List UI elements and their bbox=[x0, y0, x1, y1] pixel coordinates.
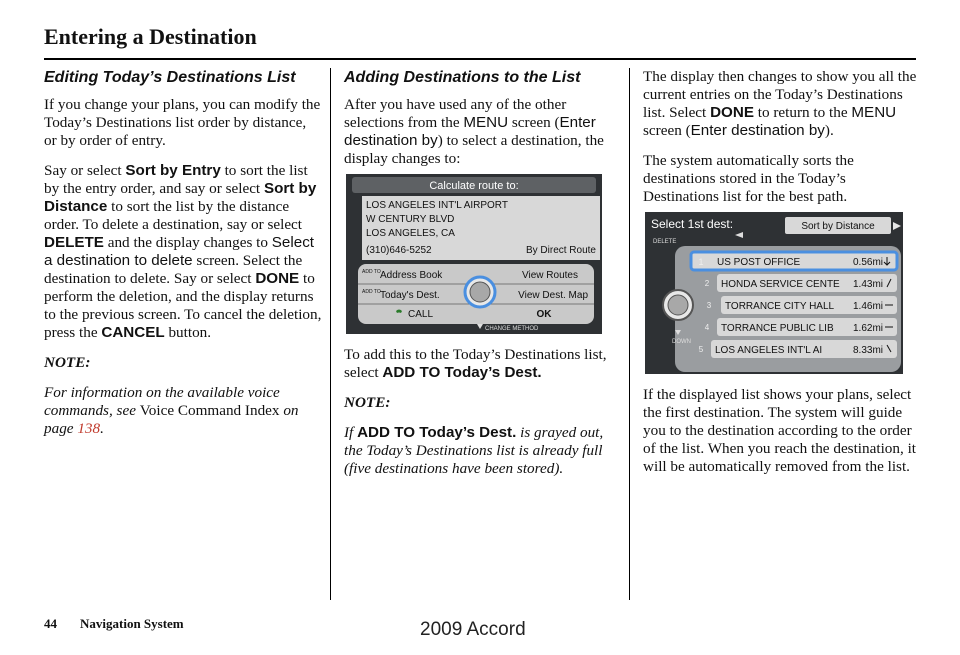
address-line: W CENTURY BLVD bbox=[366, 214, 455, 225]
keyword: Select a destination to delete bbox=[44, 234, 315, 269]
view-routes-button[interactable] bbox=[522, 270, 578, 281]
row-name: LOS ANGELES INT'L AI bbox=[715, 345, 823, 356]
keyword: ADD TO Today’s Dest. bbox=[357, 424, 517, 441]
button-label: Today's Dest. bbox=[380, 290, 440, 301]
view-dest-map-button[interactable] bbox=[518, 290, 588, 301]
paragraph: To add this to the Today’s Destinations list, select ADD TO Today’s Dest. bbox=[344, 346, 607, 381]
joystick-icon bbox=[465, 277, 495, 307]
list-row[interactable] bbox=[705, 274, 897, 292]
row-distance: 1.62mi bbox=[852, 323, 883, 334]
row-number: 1 bbox=[698, 257, 704, 267]
column-divider bbox=[629, 68, 630, 600]
note-text: If ADD TO Today’s Dest. is grayed out, the Today’s Destinations list is already full (five destinations have been stored). bbox=[344, 424, 604, 477]
row-name: US POST OFFICE bbox=[717, 257, 801, 268]
note-label: NOTE: bbox=[44, 354, 91, 371]
button-label: Address Book bbox=[380, 270, 443, 281]
joystick-icon bbox=[663, 290, 693, 320]
keyword: Sort by Entry bbox=[125, 162, 221, 179]
row-distance: 0.56mi bbox=[852, 257, 883, 268]
row-number: 2 bbox=[704, 279, 710, 288]
phone-number: (310)646-5252 bbox=[366, 245, 432, 256]
section-heading: Editing Today’s Destinations List bbox=[44, 69, 296, 86]
row-name: TORRANCE CITY HALL bbox=[725, 301, 835, 312]
note-label: NOTE: bbox=[344, 394, 391, 411]
paragraph: Say or select Sort by Entry to sort the list by the entry order, and say or select Sort by Distance to sort the list by the distance order. To delete a destination, say or select DELETE and the display changes to Select a destination to delete screen. Select the destination to delete. Say or select DONE to perform the deletion, and the display returns to the previous screen. To cancel the deletion, press the CANCEL button. bbox=[44, 162, 322, 341]
button-label: CALL bbox=[408, 309, 434, 320]
keyword: MENU bbox=[851, 104, 897, 121]
section-heading: Adding Destinations to the List bbox=[344, 69, 581, 86]
change-method-label: CHANGE METHOD bbox=[485, 326, 539, 332]
row-distance: 1.43mi bbox=[852, 279, 883, 290]
address-line: LOS ANGELES, CA bbox=[366, 228, 455, 239]
paragraph: If you change your plans, you can modify the Today’s Destinations list order by distance, or by order of entry. bbox=[44, 96, 321, 149]
column-1 bbox=[44, 68, 322, 450]
paragraph: The display then changes to show you all the current entries on the Today’s Destinations list. Select DONE to return to the MENU screen (Enter destination by). bbox=[643, 68, 917, 139]
address-line: LOS ANGELES INT'L AIRPORT bbox=[366, 200, 508, 211]
row-number: 4 bbox=[704, 323, 710, 332]
button-label: DELETE bbox=[653, 239, 677, 245]
sort-by-distance-button[interactable] bbox=[785, 217, 891, 234]
paragraph: The system automatically sorts the destinations stored in the Today’s Destinations list for the best path. bbox=[643, 152, 854, 205]
reference: Voice Command Index bbox=[139, 402, 280, 419]
delete-button[interactable] bbox=[653, 239, 676, 245]
keyword: MENU bbox=[463, 114, 509, 131]
row-number: 3 bbox=[706, 301, 712, 310]
list-row[interactable] bbox=[699, 340, 897, 358]
button-label: Sort by Distance bbox=[801, 221, 875, 232]
page-link[interactable]: 138 bbox=[77, 420, 101, 437]
keyword: Sort by Distance bbox=[44, 180, 317, 215]
row-name: TORRANCE PUBLIC LIB bbox=[721, 323, 834, 334]
keyword: Enter destination by bbox=[344, 114, 596, 149]
screen-header: Select 1st dest: bbox=[651, 217, 734, 231]
paragraph: After you have used any of the other selections from the MENU screen (Enter destination by) to select a destination, the display changes to: bbox=[344, 96, 604, 167]
list-row[interactable] bbox=[705, 318, 897, 336]
add-to-tag: ADD TO bbox=[362, 289, 381, 295]
footer-title: Navigation System bbox=[80, 616, 184, 631]
ok-button[interactable] bbox=[537, 309, 553, 320]
calculate-route-screen bbox=[346, 174, 602, 334]
button-label: View Dest. Map bbox=[518, 290, 588, 301]
keyword: ADD TO Today’s Dest. bbox=[382, 364, 542, 381]
keyword: CANCEL bbox=[101, 324, 165, 341]
paragraph: If the displayed list shows your plans, select the first destination. The system will guide you to the destination according to the order of the list. When you reach the destination, it will be automatically removed from the list. bbox=[643, 386, 917, 475]
row-distance: 1.46mi bbox=[852, 301, 883, 312]
list-row[interactable] bbox=[691, 252, 897, 270]
button-label: OK bbox=[536, 309, 552, 320]
list-row[interactable] bbox=[707, 296, 897, 314]
column-2 bbox=[344, 68, 622, 490]
screen-header: Calculate route to: bbox=[429, 180, 519, 192]
button-label: View Routes bbox=[522, 270, 578, 281]
keyword: DONE bbox=[710, 104, 754, 121]
column-divider bbox=[330, 68, 331, 600]
page-number: 44 bbox=[44, 616, 57, 631]
row-number: 5 bbox=[698, 345, 704, 354]
route-method: By Direct Route bbox=[525, 245, 596, 256]
title-rule bbox=[44, 58, 916, 60]
row-distance: 8.33mi bbox=[852, 345, 883, 356]
down-label: DOWN bbox=[672, 339, 691, 345]
row-name: HONDA SERVICE CENTE bbox=[721, 279, 840, 290]
page-title: Entering a Destination bbox=[44, 24, 257, 49]
watermark: 2009 Accord bbox=[420, 619, 526, 640]
keyword: DONE bbox=[255, 270, 300, 287]
keyword: Enter destination by bbox=[690, 122, 825, 139]
keyword: DELETE bbox=[44, 234, 104, 251]
note-text: For information on the available voice commands, see Voice Command Index on page 138. bbox=[44, 384, 299, 437]
select-dest-screen bbox=[645, 212, 903, 374]
add-to-tag: ADD TO bbox=[362, 269, 381, 275]
column-3 bbox=[643, 68, 921, 488]
